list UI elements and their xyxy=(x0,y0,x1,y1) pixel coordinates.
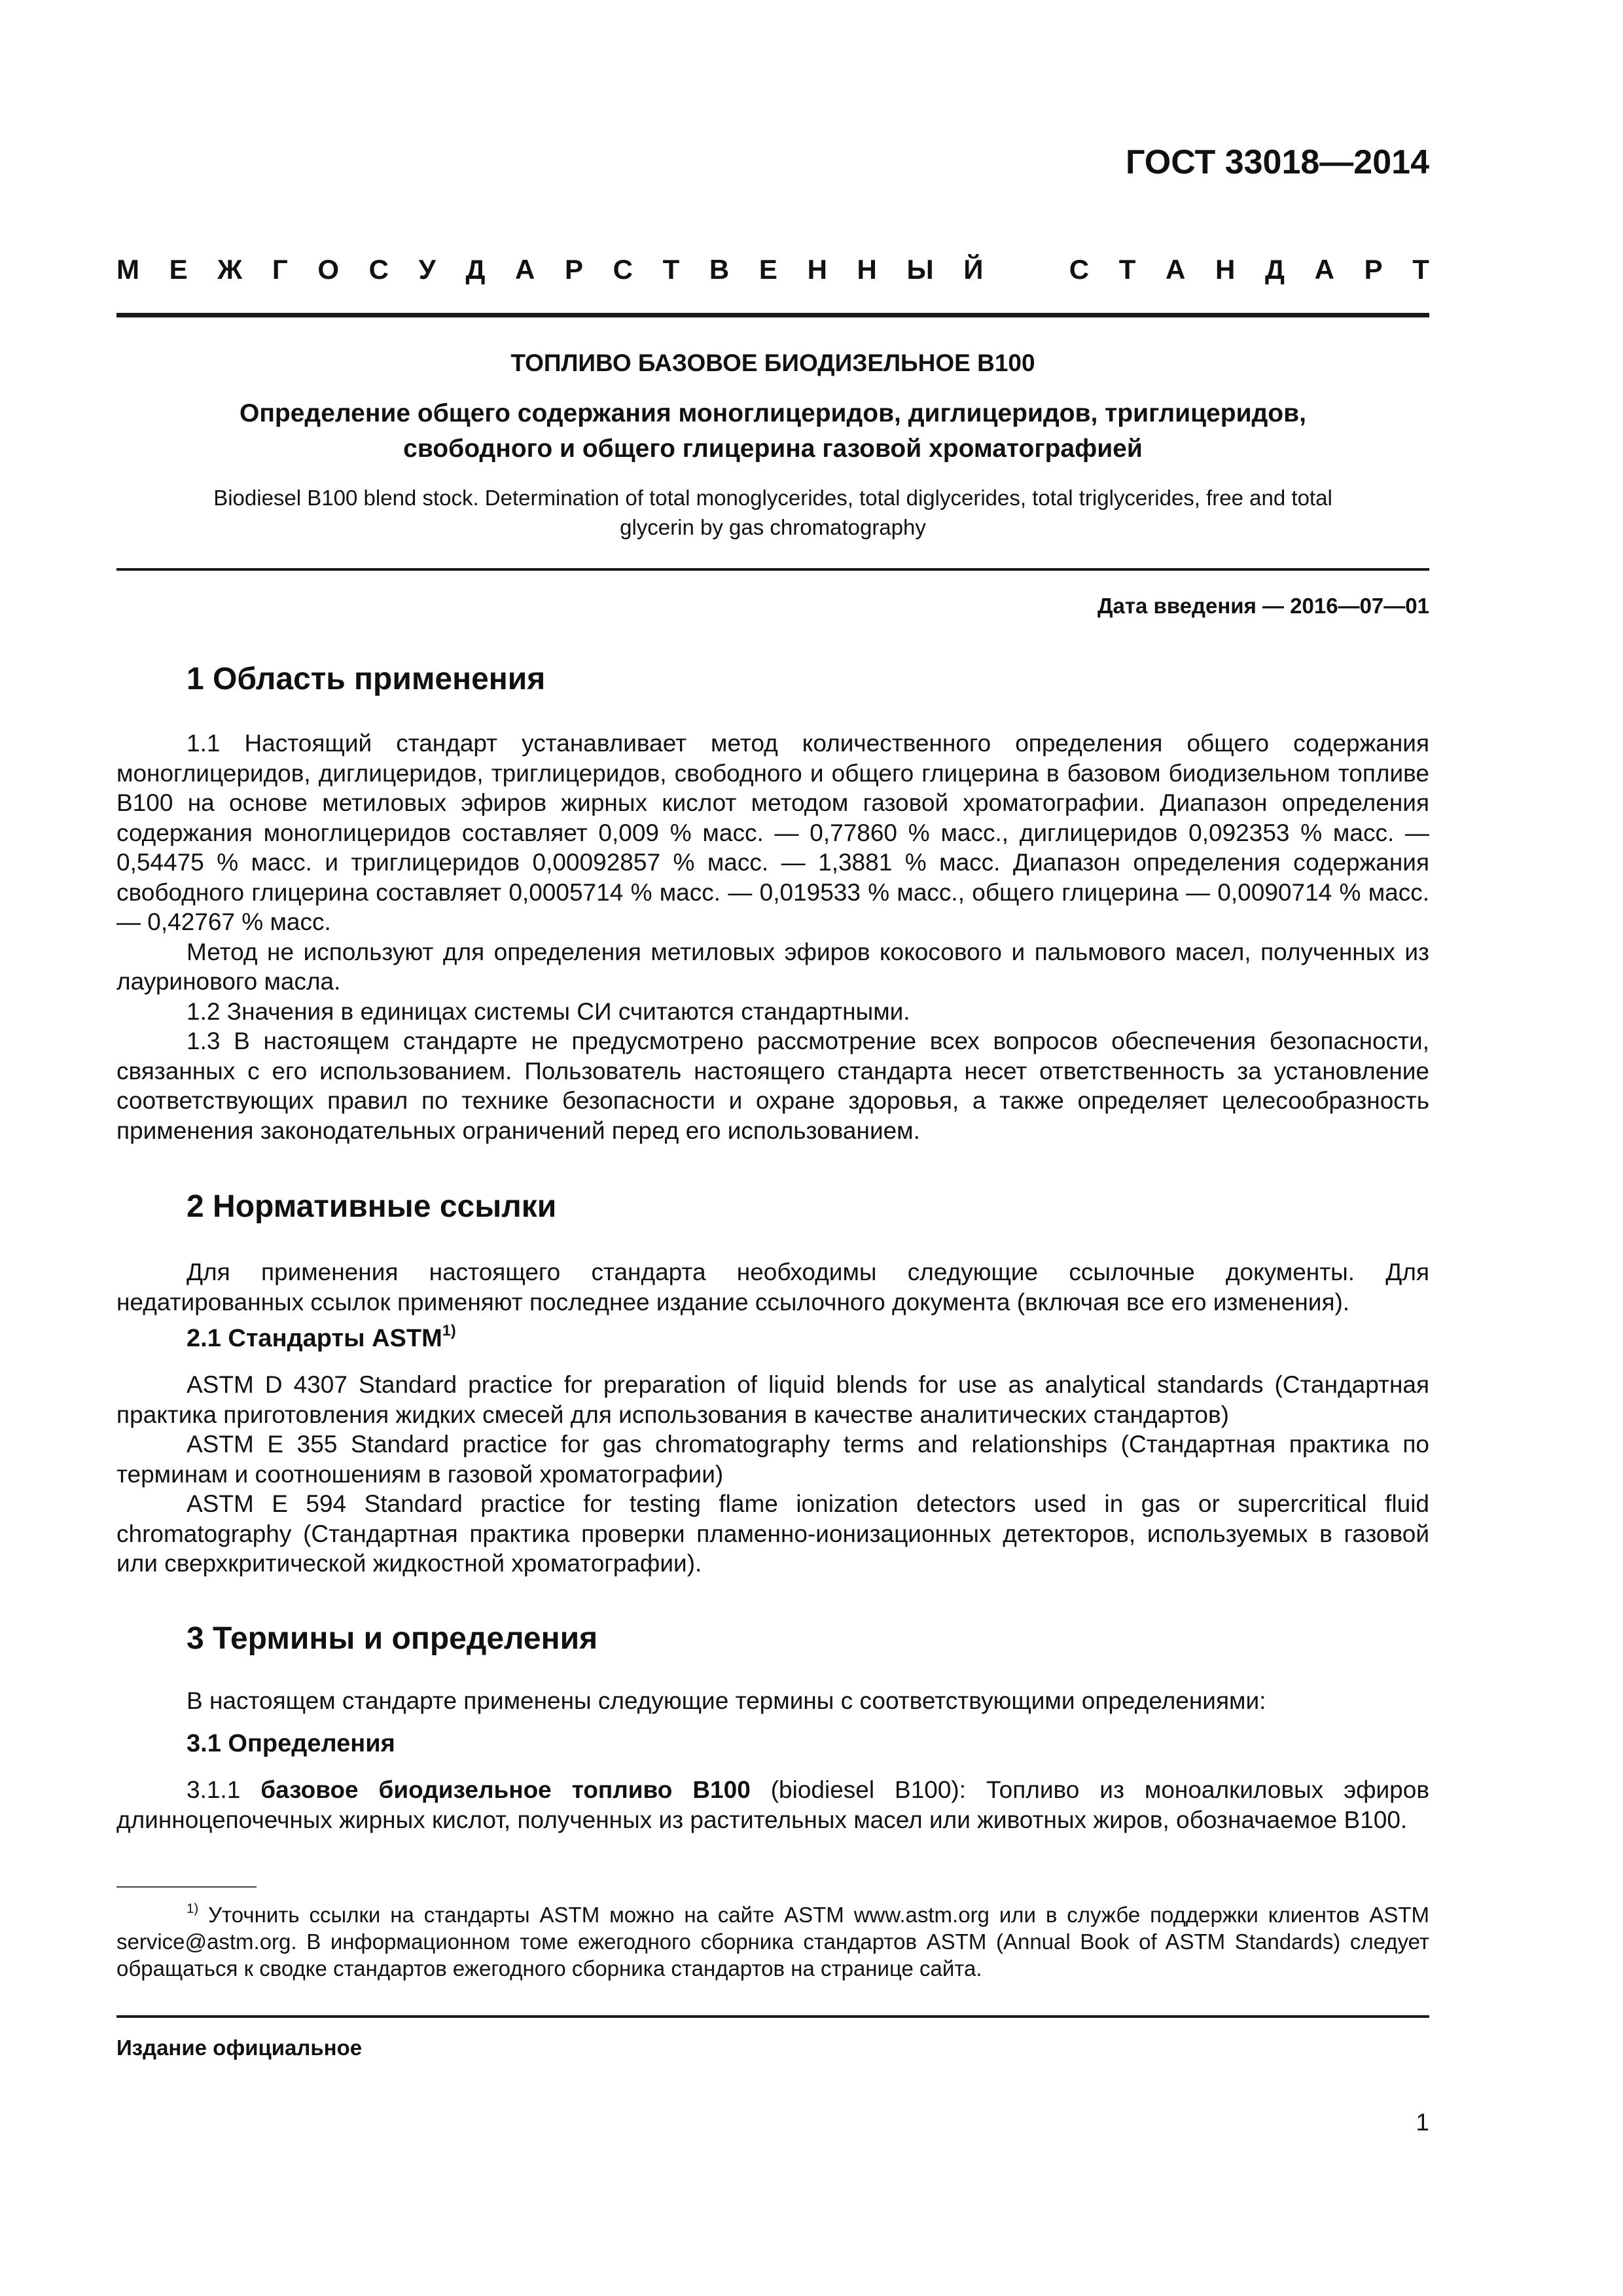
footnote-text: $^{1)}$ Уточнить ссылки на стандарты ASTM можно на сайте ASTM www.astm.org или в службе поддержки клиентов ASTM service@astm.org. В информационном томе ежегодного сборника стандартов ASTM (Annual Book of ASTM Standards) следует обращаться к сводке стандартов ежегодного сборника стандартов на странице сайта. xyxy=(116,1901,1429,1981)
heading-letter: Т xyxy=(1118,254,1136,285)
word-gap xyxy=(1013,254,1039,285)
heading-letter: А xyxy=(1314,254,1334,285)
subsection-2-1-heading: 2.1 Стандарты ASTM$^{1)}$ xyxy=(187,1321,456,1352)
heading-letter: А xyxy=(515,254,535,285)
paragraph-references-intro: Для применения настоящего стандарта необходимы следующие ссылочные документы. Для недатированных ссылок применяют последнее издание ссылочного документа (включая все его изменения). xyxy=(116,1259,1429,1316)
term-definition xyxy=(116,1775,1429,1835)
footnote xyxy=(116,1901,1429,1982)
heading-letter: Н xyxy=(807,254,827,285)
reference-astm-e594: ASTM E 594 Standard practice for testing flame ionization detectors used in gas or supercritical fluid chromatography (Стандартная практика проверки пламенно-ионизационных детекторов, используемых в газовой или сверхкритической жидкостной хроматографии). xyxy=(116,1490,1429,1577)
paragraph-method-note: Метод не используют для определения метиловых эфиров кокосового и пальмового масел, полученных из лауринового масла. xyxy=(116,938,1429,995)
section-2-heading: 2 Нормативные ссылки xyxy=(187,1189,557,1224)
heading-letter: Ж xyxy=(217,254,243,285)
heading-letter: Р xyxy=(564,254,583,285)
heading-letter: С xyxy=(613,254,633,285)
document-subtitle-line2: свободного и общего глицерина газовой хроматографией xyxy=(403,435,1143,463)
heading-letter: Й xyxy=(963,254,984,285)
heading-letter: Д xyxy=(1265,254,1285,285)
section-1-body xyxy=(116,728,1429,1145)
heading-letter: Р xyxy=(1364,254,1383,285)
heading-letter: В xyxy=(709,254,730,285)
heading-letter: Е xyxy=(169,254,188,285)
document-code: ГОСТ 33018—2014 xyxy=(1126,143,1429,181)
title-rule xyxy=(116,568,1429,571)
paragraph-1-1: 1.1 Настоящий стандарт устанавливает метод количественного определения общего содержания моноглицеридов, диглицеридов, триглицеридов, свободного и общего глицерина в базовом биодизельном топливе В100 на основе метиловых эфиров жирных кислот методом газовой хроматографии. Диапазон определения содержания моноглицеридов составляет 0,009 % масс. — 0,77860 % масс., диглицеридов 0,092353 % масс. — 0,54475 % масс. и триглицеридов 0,00092857 % масс. — 1,3881 % масс. Диапазон определения содержания свободного глицерина составляет 0,0005714 % масс. — 0,019533 % масс., общего глицерина — 0,0090714 % масс. — 0,42767 % масс. xyxy=(116,730,1429,935)
interstate-standard-label xyxy=(116,254,1429,285)
reference-astm-d4307: ASTM D 4307 Standard practice for preparation of liquid blends for use as analytical standards (Стандартная практика приготовления жидких смесей для использования в качестве аналитических стандартов) xyxy=(116,1371,1429,1428)
subsection-3-1-heading: 3.1 Определения xyxy=(187,1730,395,1757)
document-subtitle-line1: Определение общего содержания моноглицеридов, диглицеридов, триглицеридов, xyxy=(240,399,1306,427)
heading-letter: У xyxy=(418,254,436,285)
heading-letter: Г xyxy=(272,254,288,285)
english-title-line2: glycerin by gas chromatography xyxy=(620,515,926,539)
footnote-separator xyxy=(116,1886,257,1888)
page-number: 1 xyxy=(1416,2109,1429,2136)
section-3-intro xyxy=(116,1686,1429,1716)
heading-letter: С xyxy=(368,254,389,285)
heading-letter: Д xyxy=(465,254,486,285)
paragraph-1-3: 1.3 В настоящем стандарте не предусмотрено рассмотрение всех вопросов обеспечения безопасности, связанных с его использованием. Пользователь настоящего стандарта несет ответственность за установление соответствующих правил по технике безопасности и охране здоровья, а также определяет целесообразность применения законодательных ограничений перед его использованием. xyxy=(116,1028,1429,1144)
english-title-line1: Biodiesel B100 blend stock. Determination of total monoglycerides, total diglycerides, total triglycerides, free and total xyxy=(213,486,1332,510)
term-name: базовое биодизельное топливо В100 xyxy=(260,1776,751,1803)
section-1-heading: 1 Область применения xyxy=(187,662,546,696)
footnote-ref-mark: 1) xyxy=(442,1321,456,1339)
heading-letter: Т xyxy=(1412,254,1429,285)
heading-letter: О xyxy=(317,254,340,285)
section-3-heading: 3 Термины и определения xyxy=(187,1621,598,1656)
top-thick-rule xyxy=(116,313,1429,317)
reference-astm-e355: ASTM E 355 Standard practice for gas chromatography terms and relationships (Стандартная практика по терминам и соотношениям в газовой хроматографии) xyxy=(116,1431,1429,1488)
term-3-1-1: 3.1.1 базовое биодизельное топливо В100 (biodiesel B100): Топливо из моноалкиловых эфиров длинноцепочечных жирных кислот, полученных из растительных масел или животных жиров, обозначаемое В100. xyxy=(116,1776,1429,1833)
heading-letter: А xyxy=(1166,254,1186,285)
introduction-date: Дата введения — 2016—07—01 xyxy=(1097,594,1429,618)
heading-letter: Ы xyxy=(906,254,934,285)
heading-letter: С xyxy=(1069,254,1090,285)
heading-letter: Н xyxy=(1215,254,1236,285)
heading-letter: Е xyxy=(758,254,777,285)
paragraph-1-2: 1.2 Значения в единицах системы СИ считаются стандартными. xyxy=(187,997,910,1025)
bottom-rule xyxy=(116,2015,1429,2018)
document-title: ТОПЛИВО БАЗОВОЕ БИОДИЗЕЛЬНОЕ В100 xyxy=(510,350,1035,376)
heading-letter: Н xyxy=(857,254,877,285)
heading-letter: Т xyxy=(662,254,680,285)
section-2-intro xyxy=(116,1257,1429,1317)
paragraph-terms-intro: В настоящем стандарте применены следующие термины с соответствующими определениями: xyxy=(187,1687,1266,1714)
heading-letter: М xyxy=(116,254,139,285)
astm-references xyxy=(116,1370,1429,1579)
official-edition-label: Издание официальное xyxy=(116,2036,363,2060)
